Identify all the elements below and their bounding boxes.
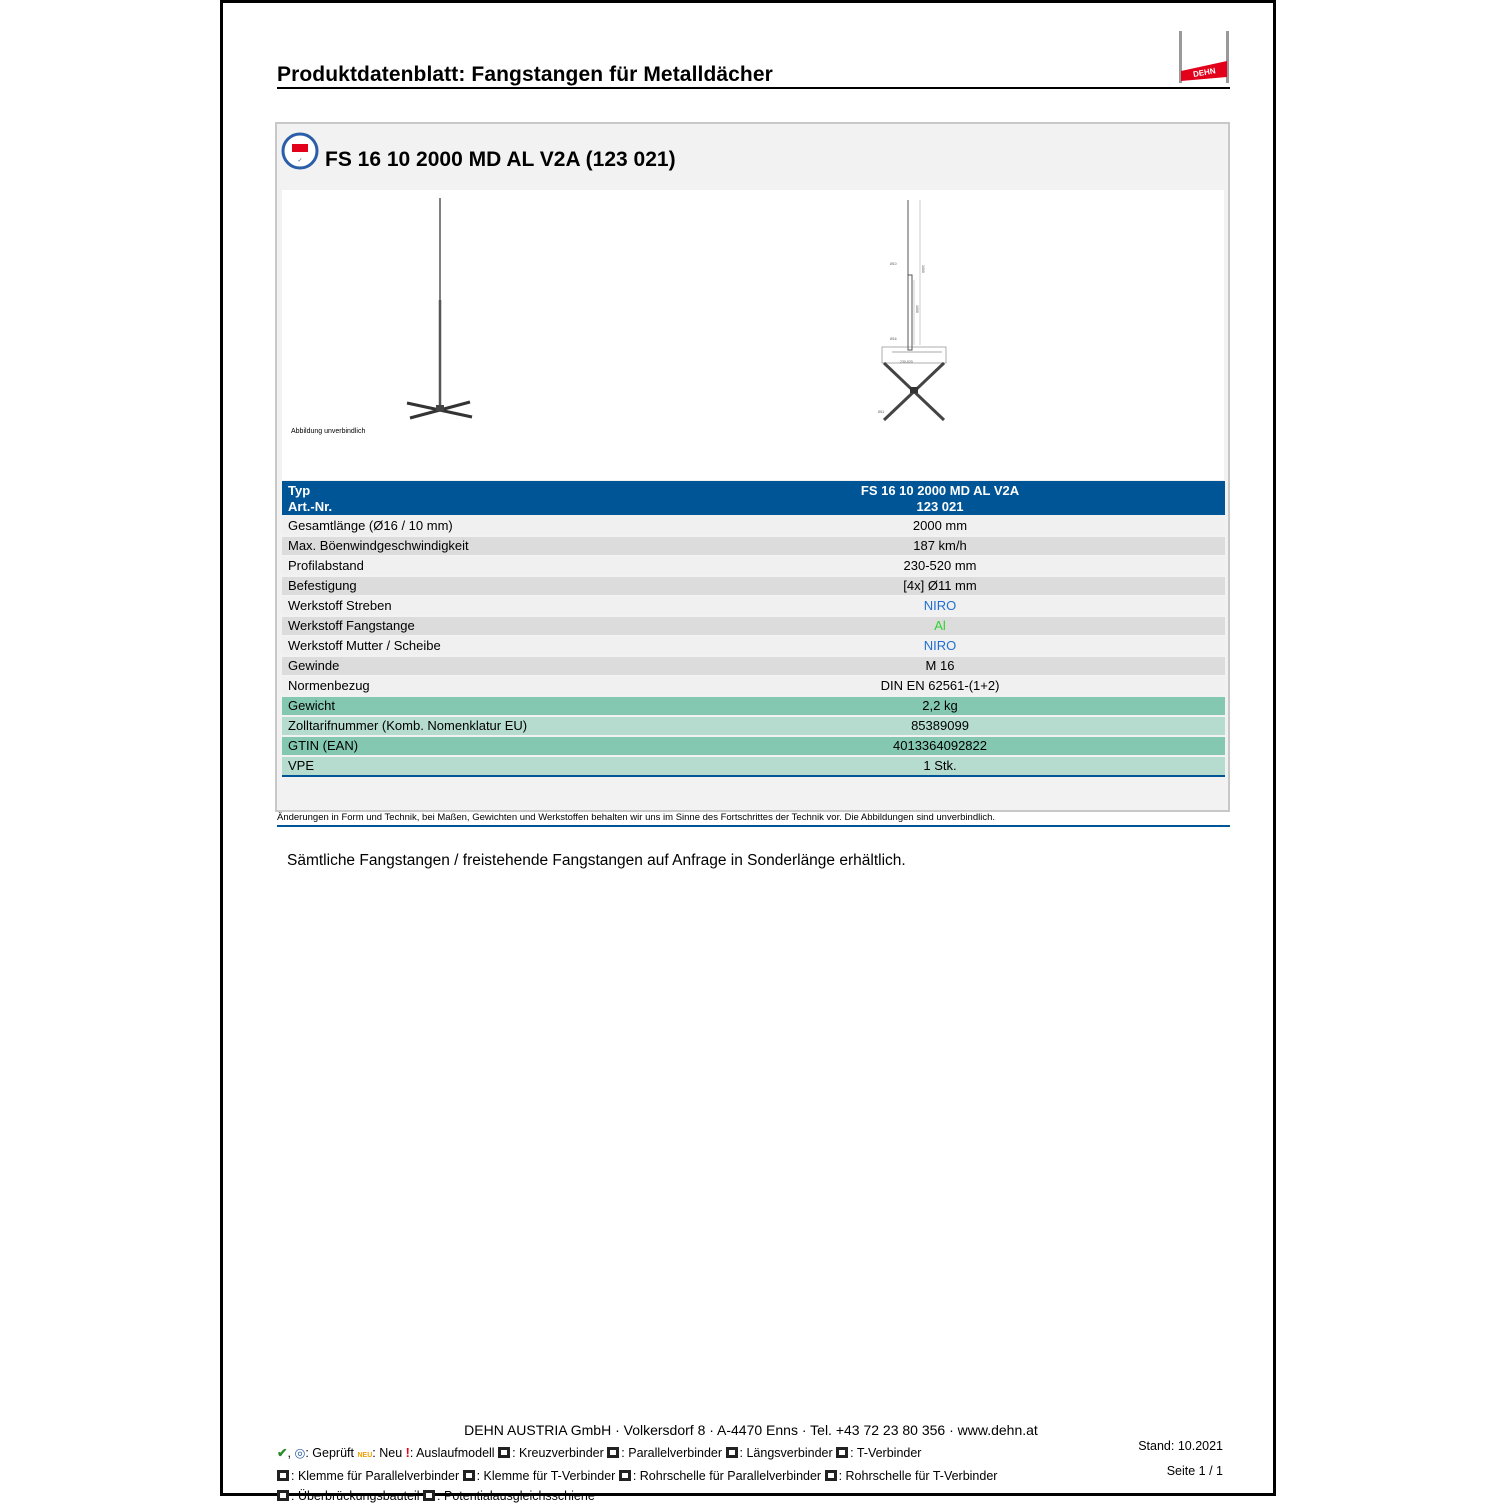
row-value: Al <box>934 618 946 633</box>
table-row <box>282 717 1225 735</box>
row-label: Werkstoff Fangstange <box>288 618 415 633</box>
legend-discontinued: : Auslaufmodell <box>409 1446 495 1460</box>
clamp-t-icon <box>463 1470 475 1481</box>
row-label: Werkstoff Mutter / Scheibe <box>288 638 441 653</box>
legend-pipe-parallel: : Rohrschelle für Parallelverbinder <box>632 1469 822 1483</box>
table-row <box>282 737 1225 755</box>
product-photo <box>282 190 582 440</box>
legend-clamp-parallel: : Klemme für Parallelverbinder <box>291 1469 460 1483</box>
logo-text: DEHN <box>1192 66 1217 79</box>
cross-connector-icon <box>498 1447 510 1458</box>
dehn-logo <box>1179 31 1229 83</box>
row-label: Normenbezug <box>288 678 370 693</box>
table-row <box>282 577 1225 595</box>
row-value: M 16 <box>925 658 955 673</box>
technical-drawing <box>852 195 972 435</box>
legend-bridging: : Überbrückungsbauteil <box>291 1489 420 1503</box>
bridging-component-icon <box>277 1490 289 1501</box>
disclaimer-divider <box>277 825 1230 827</box>
row-label: Gewinde <box>288 658 340 673</box>
t-connector-icon <box>836 1447 848 1458</box>
row-label: Befestigung <box>288 578 357 593</box>
row-value: 1 Stk. <box>923 758 957 773</box>
row-value: NIRO <box>923 638 957 653</box>
drawing-label-d10: Ø10 <box>890 262 897 266</box>
table-row <box>282 697 1225 715</box>
clamp-parallel-icon <box>277 1470 289 1481</box>
row-value: 2000 mm <box>912 518 968 533</box>
table-row <box>282 757 1225 777</box>
row-value: 4013364092822 <box>893 738 987 753</box>
pipe-clamp-t-icon <box>825 1470 837 1481</box>
table-row <box>282 657 1225 675</box>
product-images <box>282 190 1224 480</box>
artnr-label: Art.-Nr. <box>288 499 333 514</box>
row-value: 230-520 mm <box>903 558 977 573</box>
type-value: FS 16 10 2000 MD AL V2A <box>860 483 1020 498</box>
table-row <box>282 617 1225 635</box>
legend-checked: : Geprüft <box>305 1446 354 1460</box>
table-row <box>282 677 1225 695</box>
product-title: FS 16 10 2000 MD AL V2A (123 021) <box>325 148 676 171</box>
revision-date: Stand: 10.2021 <box>1138 1439 1223 1453</box>
drawing-label-d16: Ø16 <box>890 337 897 341</box>
check-icon: ✔ <box>277 1446 288 1460</box>
title-divider <box>277 87 1230 89</box>
product-panel <box>275 122 1230 812</box>
row-label: Gewicht <box>288 698 335 713</box>
equipotential-bar-icon <box>423 1490 435 1501</box>
legend-clamp-t: : Klemme für T-Verbinder <box>476 1469 616 1483</box>
discontinued-icon: ! <box>405 1446 410 1460</box>
datasheet-page <box>220 0 1276 1503</box>
special-length-note: Sämtliche Fangstangen / freistehende Fangstangen auf Anfrage in Sonderlänge erhältlich. <box>287 852 906 869</box>
svg-text:✓: ✓ <box>297 158 303 164</box>
page-number: Seite 1 / 1 <box>1166 1464 1223 1478</box>
row-label: GTIN (EAN) <box>288 738 359 753</box>
row-label: Max. Böenwindgeschwindigkeit <box>288 538 469 553</box>
legend-new: : Neu <box>372 1446 403 1460</box>
legend-parallel: : Parallelverbinder <box>621 1446 723 1460</box>
parallel-connector-icon <box>607 1447 619 1458</box>
new-badge-icon: NEU <box>357 1452 373 1459</box>
row-label: Werkstoff Streben <box>288 598 392 613</box>
drawing-label-length-upper: 1000 <box>921 265 925 273</box>
drawing-label-hole: Ø11 <box>878 410 885 414</box>
legend-t: : T-Verbinder <box>850 1446 922 1460</box>
spec-table-header <box>282 481 1225 515</box>
tested-badge-icon <box>281 132 319 170</box>
drawing-label-profile: 230-520 <box>900 360 913 364</box>
artnr-value: 123 021 <box>916 499 964 514</box>
row-value: NIRO <box>923 598 957 613</box>
type-label: Typ <box>288 483 311 498</box>
image-caption: Abbildung unverbindlich <box>291 428 366 435</box>
row-label: Gesamtlänge (Ø16 / 10 mm) <box>288 518 453 533</box>
legend-cross: : Kreuzverbinder <box>512 1446 604 1460</box>
legend-equipotential: : Potentialausgleichsschiene <box>437 1489 595 1503</box>
legend-pipe-t: : Rohrschelle für T-Verbinder <box>838 1469 998 1483</box>
table-row <box>282 557 1225 575</box>
table-row <box>282 517 1225 535</box>
footer-company-address: DEHN AUSTRIA GmbH · Volkersdorf 8 · A-4470 Enns · Tel. +43 72 23 80 356 · www.dehn.at <box>464 1422 1038 1438</box>
row-value: [4x] Ø11 mm <box>903 578 977 593</box>
drawing-label-length-lower: 1000 <box>915 305 919 313</box>
row-label: Zolltarifnummer (Komb. Nomenklatur EU) <box>288 718 528 733</box>
longitudinal-connector-icon <box>726 1447 738 1458</box>
row-value: 187 km/h <box>913 538 967 553</box>
row-label: VPE <box>288 758 315 773</box>
footer-legend: ✔, ◎: Geprüft NEU: Neu !: Auslaufmodell : Kreuzverbinder : Parallelverbinder : Längsverbinder : T-Verbinder : Klemme für Parallelverbinder : Klemme für T-Verbinder : Rohrschelle für Parallelverbinder : Rohrschelle für T-Verbinder : Überbrückungsbauteil : Potentialausgleichsschiene <box>277 1446 998 1503</box>
document-title: Produktdatenblatt: Fangstangen für Metalldächer <box>277 63 773 86</box>
row-value: 2,2 kg <box>922 698 958 713</box>
pipe-clamp-parallel-icon <box>619 1470 631 1481</box>
spec-table <box>282 481 1225 777</box>
row-value: DIN EN 62561-(1+2) <box>880 678 1000 693</box>
table-row <box>282 537 1225 555</box>
table-row <box>282 597 1225 615</box>
row-label: Profilabstand <box>288 558 364 573</box>
table-row <box>282 637 1225 655</box>
tested-seal-icon: ◎ <box>294 1446 306 1460</box>
legend-longitudinal: : Längsverbinder <box>739 1446 833 1460</box>
row-value: 85389099 <box>911 718 969 733</box>
disclaimer-text: Änderungen in Form und Technik, bei Maßen, Gewichten und Werkstoffen behalten wir uns im Sinne des Fortschrittes der Technik vor. Die Abbildungen sind unverbindlich. <box>277 812 996 823</box>
